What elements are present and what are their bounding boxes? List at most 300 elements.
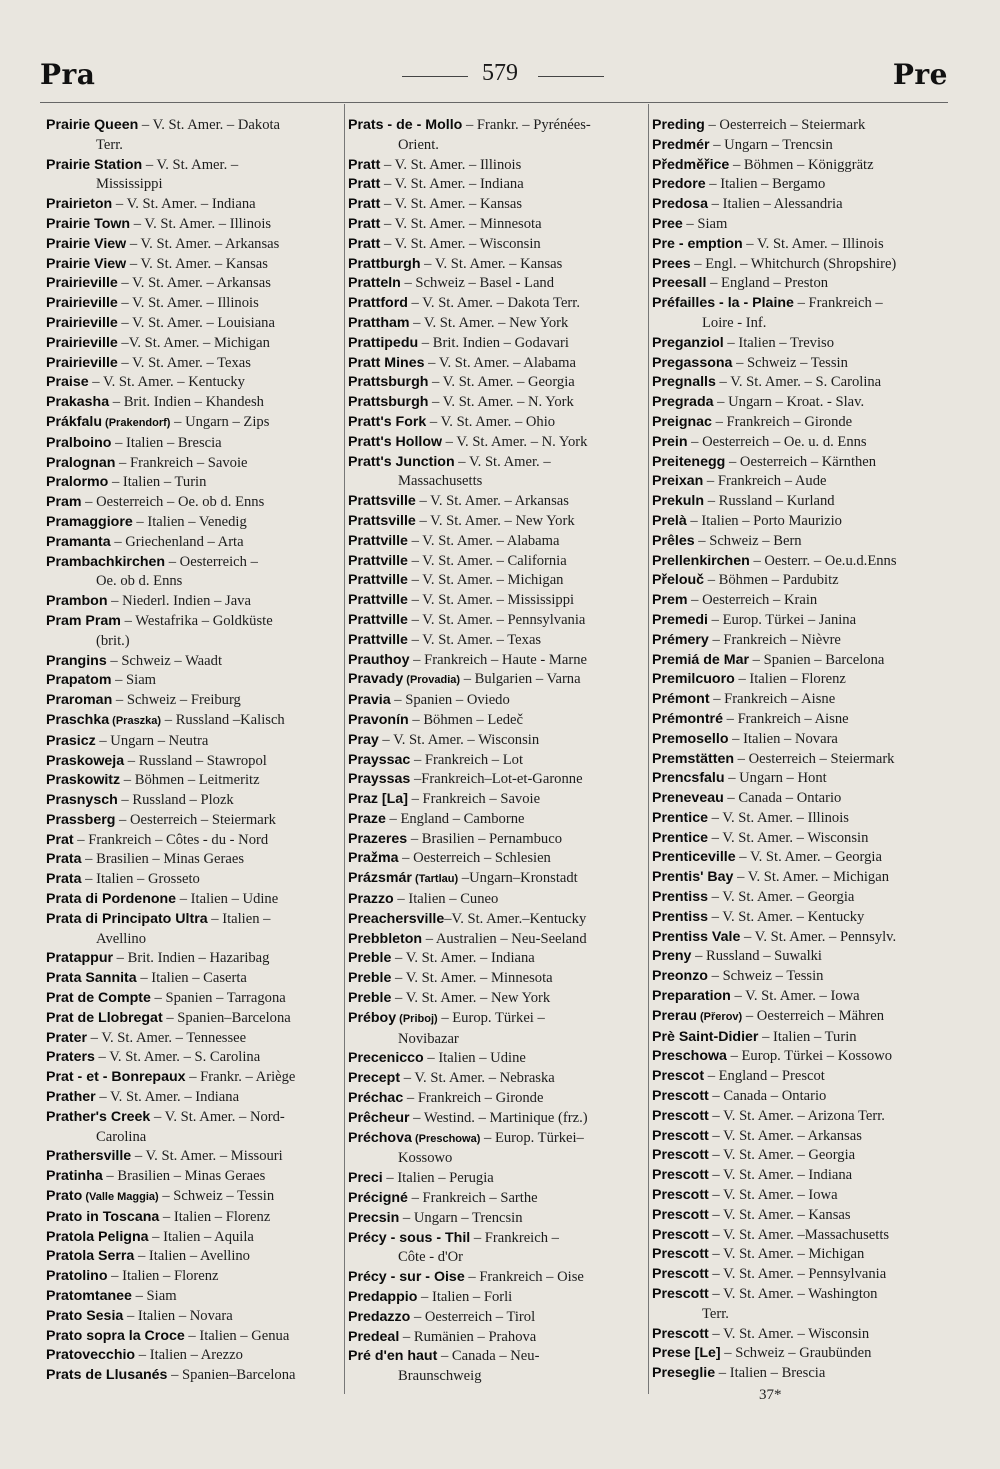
entry-headword: Prein bbox=[652, 433, 688, 450]
entry-headword: Prescott bbox=[652, 1286, 709, 1303]
gazetteer-entry bbox=[348, 453, 646, 493]
entry-location: – V. St. Amer. – Illinois bbox=[117, 295, 259, 312]
entry-location: – Italien – Turin bbox=[758, 1028, 857, 1045]
entry-location: – Frankreich – Savoie bbox=[115, 454, 248, 471]
entry-location: – V. St. Amer. – N. York bbox=[428, 394, 574, 411]
entry-location: – Westind. – Martinique (frz.) bbox=[409, 1109, 588, 1126]
entry-location: – V. St. Amer. – Iowa bbox=[730, 988, 860, 1005]
entry-headword: Preble bbox=[348, 990, 392, 1007]
gazetteer-entry bbox=[46, 1147, 342, 1167]
gazetteer-entry bbox=[46, 473, 342, 493]
gazetteer-entry bbox=[652, 928, 948, 948]
entry-location: – Frankreich – Côtes - du - Nord bbox=[73, 831, 269, 848]
entry-headword: Prescot bbox=[652, 1068, 705, 1085]
gazetteer-entry bbox=[46, 1366, 342, 1386]
entry-headword: Pregrada bbox=[652, 394, 714, 411]
entry-location: – Oesterreich – bbox=[165, 553, 258, 570]
entry-headword: Preci bbox=[348, 1170, 383, 1187]
gazetteer-entry bbox=[652, 1146, 948, 1166]
entry-location: – Oesterreich – Steiermark bbox=[115, 811, 276, 828]
gazetteer-entry bbox=[348, 830, 646, 850]
gazetteer-entry bbox=[46, 811, 342, 831]
gazetteer-entry bbox=[348, 175, 646, 195]
entry-location: – Spanien – Barcelona bbox=[749, 651, 885, 668]
gazetteer-entry bbox=[348, 532, 646, 552]
gazetteer-entry bbox=[46, 1327, 342, 1347]
gazetteer-entry bbox=[348, 334, 646, 354]
entry-location: – V. St. Amer. – Texas bbox=[117, 354, 251, 371]
entry-headword: Prescott bbox=[652, 1088, 709, 1105]
entry-headword: Prese [Le] bbox=[652, 1345, 721, 1362]
entry-location: – V. St. Amer. – Alabama bbox=[424, 354, 576, 371]
gazetteer-entry bbox=[652, 354, 948, 374]
entry-headword: Prem bbox=[652, 592, 688, 609]
entry-headword: Pré d'en haut bbox=[348, 1348, 438, 1365]
entry-headword: Prats - de - Mollo bbox=[348, 117, 463, 133]
entry-headword: Pratt Mines bbox=[348, 354, 425, 371]
gazetteer-entry bbox=[652, 453, 948, 473]
gazetteer-entry bbox=[652, 1206, 948, 1226]
gazetteer-entry bbox=[348, 890, 646, 910]
entry-location: – Siam bbox=[131, 1288, 177, 1305]
gazetteer-entry bbox=[348, 1069, 646, 1089]
entry-headword: Prè Saint-Didier bbox=[652, 1028, 759, 1045]
entry-headword: Pratappur bbox=[46, 950, 114, 967]
entry-headword: Prerau bbox=[652, 1007, 697, 1024]
gazetteer-entry bbox=[348, 255, 646, 275]
gazetteer-entry bbox=[652, 512, 948, 532]
entry-headword: Prescott bbox=[652, 1325, 709, 1342]
gazetteer-entry bbox=[46, 910, 342, 950]
entry-headword: Préboy bbox=[348, 1009, 397, 1026]
entry-headword: Prentis' Bay bbox=[652, 869, 734, 886]
entry-headword: Prenticeville bbox=[652, 849, 736, 866]
entry-headword: Pram bbox=[46, 494, 82, 511]
gazetteer-entry bbox=[348, 373, 646, 393]
entry-continuation: Oe. ob d. Enns bbox=[96, 573, 183, 590]
entry-headword: Pree bbox=[652, 215, 683, 232]
entry-headword: Pratt's Junction bbox=[348, 453, 455, 470]
entry-headword: Prairieville bbox=[46, 295, 118, 312]
gazetteer-entry bbox=[348, 849, 646, 869]
entry-location: – Brit. Indien – Godavari bbox=[418, 334, 569, 351]
entry-headword: Pratt bbox=[348, 196, 381, 213]
gazetteer-entry bbox=[46, 890, 342, 910]
entry-headword: Pratolino bbox=[46, 1268, 108, 1285]
entry-headword: Prescott bbox=[652, 1107, 709, 1124]
entry-headword: Predore bbox=[652, 176, 706, 193]
entry-location: – Spanien–Barcelona bbox=[167, 1367, 296, 1384]
gazetteer-entry bbox=[46, 850, 342, 870]
entry-headword: Prairieville bbox=[46, 314, 118, 331]
entry-location: – V. St. Amer. – Pennsylv. bbox=[740, 928, 897, 945]
entry-location: – V. St. Amer. – Wisconsin bbox=[378, 731, 540, 748]
entry-headword: Pravonín bbox=[348, 711, 409, 728]
entry-headword: Prentice bbox=[652, 809, 708, 826]
entry-continuation: Massachusetts bbox=[398, 473, 483, 490]
gazetteer-entry bbox=[46, 493, 342, 513]
column-1 bbox=[46, 116, 342, 1386]
gazetteer-entry bbox=[652, 848, 948, 868]
entry-location: – Italien – bbox=[207, 910, 271, 927]
entry-location: – Schweiz – Graubünden bbox=[720, 1345, 872, 1362]
entry-location: – Frankreich – Gironde bbox=[403, 1090, 544, 1107]
entry-location: – Oesterreich – Kärnthen bbox=[725, 453, 877, 470]
gazetteer-entry bbox=[46, 732, 342, 752]
gazetteer-entry bbox=[348, 1169, 646, 1189]
entry-location: – Spanien–Barcelona bbox=[162, 1009, 291, 1026]
entry-headword: Prater bbox=[46, 1029, 88, 1046]
gazetteer-entry bbox=[652, 255, 948, 275]
gazetteer-entry bbox=[652, 195, 948, 215]
gazetteer-entry bbox=[348, 1009, 646, 1050]
entry-location: – Ungarn – Neutra bbox=[95, 732, 209, 749]
gazetteer-entry bbox=[348, 294, 646, 314]
entry-headword: Prescott bbox=[652, 1206, 709, 1223]
entry-headword: Prêcheur bbox=[348, 1109, 410, 1126]
entry-headword: Prentiss Vale bbox=[652, 928, 741, 945]
entry-headword: Preble bbox=[348, 970, 392, 987]
entry-location: – Oesterr. – Oe.u.d.Enns bbox=[749, 552, 897, 569]
entry-location: – England – Camborne bbox=[385, 810, 525, 827]
entry-location: – Westafrika – Goldküste bbox=[120, 612, 273, 629]
entry-continuation: Carolina bbox=[96, 1128, 147, 1145]
gazetteer-entry bbox=[46, 274, 342, 294]
entry-headword: Prat de Compte bbox=[46, 990, 151, 1007]
entry-headword: Prato bbox=[46, 1188, 83, 1205]
entry-location: – Schweiz – Waadt bbox=[106, 652, 222, 669]
entry-headword: Prescott bbox=[652, 1226, 709, 1243]
entry-location: – England – Preston bbox=[706, 275, 829, 292]
gazetteer-entry bbox=[652, 532, 948, 552]
entry-headword: Prescott bbox=[652, 1246, 709, 1263]
entry-headword: Pratola Peligna bbox=[46, 1228, 149, 1245]
entry-headword: Prémery bbox=[652, 631, 709, 648]
entry-location: – V. St. Amer. – Dakota bbox=[138, 117, 281, 133]
gazetteer-entry bbox=[348, 949, 646, 969]
entry-location: – V. St. Amer. – Arkansas bbox=[415, 493, 569, 510]
entry-location: – V. St. Amer. – Arkansas bbox=[708, 1127, 862, 1144]
entry-headword: Pregnalls bbox=[652, 374, 716, 391]
gazetteer-entry bbox=[348, 1209, 646, 1229]
gazetteer-entry bbox=[348, 691, 646, 711]
entry-headword: Prescott bbox=[652, 1187, 709, 1204]
gazetteer-entry bbox=[652, 492, 948, 512]
entry-location: – V. St. Amer. – Nebraska bbox=[400, 1070, 555, 1087]
entry-location: – Europ. Türkei – bbox=[437, 1009, 545, 1026]
entry-location: – Frankreich – Nièvre bbox=[708, 631, 841, 648]
gazetteer-entry bbox=[46, 1167, 342, 1187]
gazetteer-entry bbox=[652, 373, 948, 393]
gazetteer-entry bbox=[46, 711, 342, 732]
gazetteer-entry bbox=[348, 711, 646, 731]
entry-location: – Frankreich – bbox=[470, 1229, 559, 1246]
entry-location: – Oesterreich – Steiermark bbox=[704, 117, 866, 133]
gazetteer-entry bbox=[652, 136, 948, 156]
gazetteer-entry bbox=[348, 512, 646, 532]
entry-continuation: Kossowo bbox=[398, 1150, 453, 1167]
entry-headword: Pratola Serra bbox=[46, 1248, 135, 1265]
entry-location: – V. St. Amer. –Massachusetts bbox=[708, 1226, 890, 1243]
entry-location: – V. St. Amer. – Georgia bbox=[735, 849, 882, 866]
entry-headword: Pravady bbox=[348, 671, 404, 688]
entry-continuation: Avellino bbox=[96, 930, 146, 947]
entry-headword: Prairie View bbox=[46, 255, 127, 272]
entry-headword: Prescott bbox=[652, 1147, 709, 1164]
entry-headword: Predeal bbox=[348, 1328, 400, 1345]
entry-headword: Prairie View bbox=[46, 235, 127, 252]
gazetteer-entry bbox=[348, 1189, 646, 1209]
entry-continuation: Terr. bbox=[96, 136, 123, 153]
gazetteer-entry bbox=[348, 969, 646, 989]
entry-headword: Pray bbox=[348, 731, 379, 748]
entry-location: – Böhmen – Ledeč bbox=[408, 711, 524, 728]
entry-location: – Frankreich – Aude bbox=[703, 473, 827, 490]
entry-headword: Prattburgh bbox=[348, 255, 421, 272]
entry-location: – V. St. Amer. – S. Carolina bbox=[94, 1049, 261, 1066]
gazetteer-entry bbox=[652, 670, 948, 690]
gazetteer-entry bbox=[652, 1226, 948, 1246]
entry-location: – Ungarn – Trencsin bbox=[709, 136, 833, 153]
gazetteer-entry bbox=[348, 354, 646, 374]
entry-location: – V. St. Amer. – Kansas bbox=[708, 1206, 851, 1223]
gazetteer-entry bbox=[348, 156, 646, 176]
entry-headword: Preparation bbox=[652, 988, 731, 1005]
entry-location: – Böhmen – Pardubitz bbox=[704, 572, 839, 589]
entry-headword: Précy - sous - Thil bbox=[348, 1229, 471, 1246]
entry-headword: Prassberg bbox=[46, 811, 116, 828]
entry-headword: Prata di Principato Ultra bbox=[46, 910, 208, 927]
gazetteer-entry bbox=[652, 1127, 948, 1147]
entry-location: – Italien – Caserta bbox=[136, 970, 247, 987]
entry-location: – V. St. Amer. – New York bbox=[415, 512, 575, 529]
entry-headword: Prattford bbox=[348, 295, 408, 312]
gazetteer-entry bbox=[46, 870, 342, 890]
entry-location: – V. St. Amer. – Indiana bbox=[391, 950, 535, 967]
gazetteer-entry bbox=[46, 1009, 342, 1029]
entry-headword: Prather bbox=[46, 1089, 96, 1106]
gazetteer-entry bbox=[652, 1344, 948, 1364]
entry-variant-name: (Valle Maggia) bbox=[82, 1191, 159, 1204]
entry-headword: Pramanta bbox=[46, 533, 111, 550]
entry-headword: Prazeres bbox=[348, 830, 408, 847]
gazetteer-entry bbox=[652, 750, 948, 770]
entry-location: – Canada – Neu- bbox=[437, 1348, 540, 1365]
gazetteer-entry bbox=[348, 492, 646, 512]
entry-location: – V. St. Amer. – Texas bbox=[407, 631, 542, 648]
gazetteer-entry bbox=[652, 1364, 948, 1384]
entry-headword: Pre - emption bbox=[652, 235, 743, 252]
entry-continuation: Braunschweig bbox=[398, 1368, 482, 1385]
entry-headword: Pram Pram bbox=[46, 612, 121, 629]
gazetteer-entry bbox=[652, 631, 948, 651]
entry-headword: Pratt bbox=[348, 215, 381, 232]
entry-location: – V. St. Amer. – Kansas bbox=[126, 255, 268, 272]
gazetteer-entry bbox=[46, 771, 342, 791]
entry-variant-name: (Provadia) bbox=[403, 674, 461, 687]
entry-location: – Schweiz – Tessin bbox=[158, 1188, 275, 1205]
entry-location: –Ungarn–Kronstadt bbox=[458, 870, 578, 887]
entry-location: – V. St. Amer. – Minnesota bbox=[391, 970, 553, 987]
entry-headword: Praroman bbox=[46, 692, 113, 709]
entry-location: – Schweiz – Bern bbox=[694, 532, 802, 549]
gazetteer-entry bbox=[46, 235, 342, 255]
entry-location: – Schweiz – Freiburg bbox=[112, 692, 241, 709]
entry-headword: Prapatom bbox=[46, 672, 112, 689]
entry-location: – Italien – Treviso bbox=[723, 334, 835, 351]
gazetteer-entry bbox=[348, 1347, 646, 1387]
gazetteer-entry bbox=[348, 790, 646, 810]
entry-location: – Italien – Genua bbox=[184, 1327, 290, 1344]
gazetteer-entry bbox=[46, 752, 342, 772]
gazetteer-entry bbox=[652, 552, 948, 572]
gazetteer-entry bbox=[46, 1228, 342, 1248]
gazetteer-entry bbox=[348, 433, 646, 453]
entry-location: – Engl. – Whitchurch (Shropshire) bbox=[690, 255, 897, 272]
entry-location: – Oesterreich – Oe. u. d. Enns bbox=[687, 433, 867, 450]
gazetteer-entry bbox=[46, 949, 342, 969]
gazetteer-entry bbox=[652, 829, 948, 849]
entry-location: – Italien – Florenz bbox=[107, 1268, 219, 1285]
entry-location: – V. St. Amer. – New York bbox=[391, 990, 551, 1007]
entry-location: – Russland – Stawropol bbox=[124, 752, 267, 769]
entry-headword: Prat - et - Bonrepaux bbox=[46, 1069, 186, 1086]
entry-location: – V. St. Amer. – Kansas bbox=[380, 196, 523, 213]
gazetteer-entry bbox=[348, 751, 646, 771]
entry-location: – Frankreich – Sarthe bbox=[407, 1190, 538, 1207]
entry-location: –V. St. Amer.–Kentucky bbox=[444, 910, 587, 927]
entry-location: – Ungarn – Trencsin bbox=[399, 1209, 523, 1226]
gazetteer-entry bbox=[46, 1187, 342, 1208]
entry-location: – V. St. Amer. – Pennsylvania bbox=[708, 1266, 887, 1283]
gazetteer-entry bbox=[46, 791, 342, 811]
page-number: 579 bbox=[482, 60, 518, 86]
gazetteer-entry bbox=[652, 235, 948, 255]
entry-headword: Prebbleton bbox=[348, 930, 423, 947]
gazetteer-entry bbox=[348, 930, 646, 950]
entry-headword: Premiá de Mar bbox=[652, 651, 749, 668]
entry-location: – V. St. Amer. – Pennsylvania bbox=[407, 611, 586, 628]
entry-location: – Italien – Udine bbox=[423, 1050, 526, 1067]
entry-headword: Pratt bbox=[348, 176, 381, 193]
entry-location: – Italien – Avellino bbox=[134, 1248, 250, 1265]
gazetteer-entry bbox=[652, 868, 948, 888]
entry-location: – Italien – Aquila bbox=[148, 1228, 254, 1245]
running-head-right: Pre bbox=[892, 58, 948, 91]
entry-headword: Pratt's Fork bbox=[348, 413, 427, 430]
entry-headword: Prambon bbox=[46, 593, 108, 610]
gazetteer-entry bbox=[652, 472, 948, 492]
entry-location: – V. St. Amer. – S. Carolina bbox=[715, 374, 882, 391]
entry-location: – Italien – Cuneo bbox=[393, 891, 499, 908]
gazetteer-entry bbox=[348, 1129, 646, 1170]
gazetteer-entry bbox=[652, 1007, 948, 1028]
gazetteer-entry bbox=[652, 1047, 948, 1067]
entry-headword: Prattipedu bbox=[348, 334, 419, 351]
gazetteer-entry bbox=[46, 691, 342, 711]
entry-headword: Précigné bbox=[348, 1190, 408, 1207]
gazetteer-entry bbox=[46, 314, 342, 334]
gazetteer-entry bbox=[652, 651, 948, 671]
entry-location: – Italien – Alessandria bbox=[708, 196, 843, 213]
entry-headword: Prauthoy bbox=[348, 651, 410, 668]
gazetteer-entry bbox=[652, 156, 948, 176]
entry-location: – Italien – Brescia bbox=[111, 434, 222, 451]
gazetteer-entry bbox=[348, 670, 646, 691]
entry-headword: Prentiss bbox=[652, 889, 708, 906]
column-2 bbox=[348, 116, 646, 1387]
entry-location: – Italien – Forli bbox=[417, 1289, 513, 1306]
gazetteer-entry bbox=[46, 1029, 342, 1049]
entry-location: – Brasilien – Pernambuco bbox=[407, 830, 562, 847]
entry-location: – V. St. Amer. – New York bbox=[409, 314, 569, 331]
entry-location: – V. St. Amer. – Georgia bbox=[708, 1147, 856, 1164]
entry-location: – V. St. Amer. – Illinois bbox=[708, 809, 849, 826]
entry-location: – V. St. Amer. – bbox=[142, 156, 239, 173]
gazetteer-entry bbox=[348, 1308, 646, 1328]
entry-headword: Prambachkirchen bbox=[46, 553, 166, 570]
entry-location: – Italien – Udine bbox=[176, 891, 279, 908]
gazetteer-entry bbox=[46, 533, 342, 553]
entry-location: – V. St. Amer. – Dakota Terr. bbox=[407, 295, 580, 312]
header-rule bbox=[40, 102, 948, 103]
entry-headword: Prairie Queen bbox=[46, 117, 139, 133]
entry-location: – Europ. Türkei – Kossowo bbox=[726, 1048, 893, 1065]
gazetteer-entry bbox=[348, 1109, 646, 1129]
gazetteer-entry bbox=[46, 1267, 342, 1287]
entry-headword: Pralognan bbox=[46, 454, 116, 471]
entry-location: – Russland – Kurland bbox=[704, 493, 835, 510]
entry-headword: Predmér bbox=[652, 136, 710, 153]
entry-variant-name: (Přerov) bbox=[696, 1010, 743, 1023]
entry-location: – Siam bbox=[682, 215, 728, 232]
gazetteer-entry bbox=[46, 1048, 342, 1068]
entry-location: – V. St. Amer. – Illinois bbox=[380, 156, 522, 173]
entry-headword: Prentice bbox=[652, 829, 708, 846]
entry-location: – V. St. Amer. – bbox=[454, 453, 551, 470]
entry-location: – V. St. Amer. – Illinois bbox=[130, 215, 272, 232]
entry-location: – Frankreich – bbox=[793, 295, 883, 312]
entry-location: – V. St. Amer. – Mississippi bbox=[407, 592, 575, 609]
running-head-left: Pra bbox=[40, 58, 96, 91]
entry-headword: Prémont bbox=[652, 691, 710, 708]
entry-headword: Prákfalu bbox=[46, 413, 102, 430]
entry-location: – Russland – Suwalki bbox=[691, 948, 822, 965]
entry-location: – Italien – Grosseto bbox=[81, 871, 200, 888]
entry-location: – V. St. Amer. – Indiana bbox=[380, 176, 524, 193]
gazetteer-entry bbox=[652, 393, 948, 413]
gazetteer-entry bbox=[348, 869, 646, 890]
entry-location: – Italien – Porto Maurizio bbox=[686, 512, 842, 529]
gazetteer-entry bbox=[46, 156, 342, 196]
entry-headword: Prata Sannita bbox=[46, 970, 137, 987]
gazetteer-entry bbox=[652, 947, 948, 967]
entry-location: – Ungarn – Hont bbox=[724, 770, 827, 787]
entry-location: – Italien – Bergamo bbox=[705, 176, 826, 193]
gazetteer-entry bbox=[652, 1107, 948, 1127]
entry-headword: Prescott bbox=[652, 1167, 709, 1184]
gazetteer-entry bbox=[652, 809, 948, 829]
entry-headword: Prata bbox=[46, 851, 82, 868]
gazetteer-entry bbox=[348, 274, 646, 294]
entry-location: – Europ. Türkei– bbox=[480, 1129, 584, 1146]
gazetteer-entry bbox=[652, 433, 948, 453]
entry-headword: Preny bbox=[652, 948, 692, 965]
entry-headword: Pravia bbox=[348, 692, 391, 709]
entry-location: – Griechenland – Arta bbox=[110, 533, 244, 550]
entry-headword: Predappio bbox=[348, 1289, 418, 1306]
entry-variant-name: (Priboj) bbox=[396, 1012, 438, 1025]
